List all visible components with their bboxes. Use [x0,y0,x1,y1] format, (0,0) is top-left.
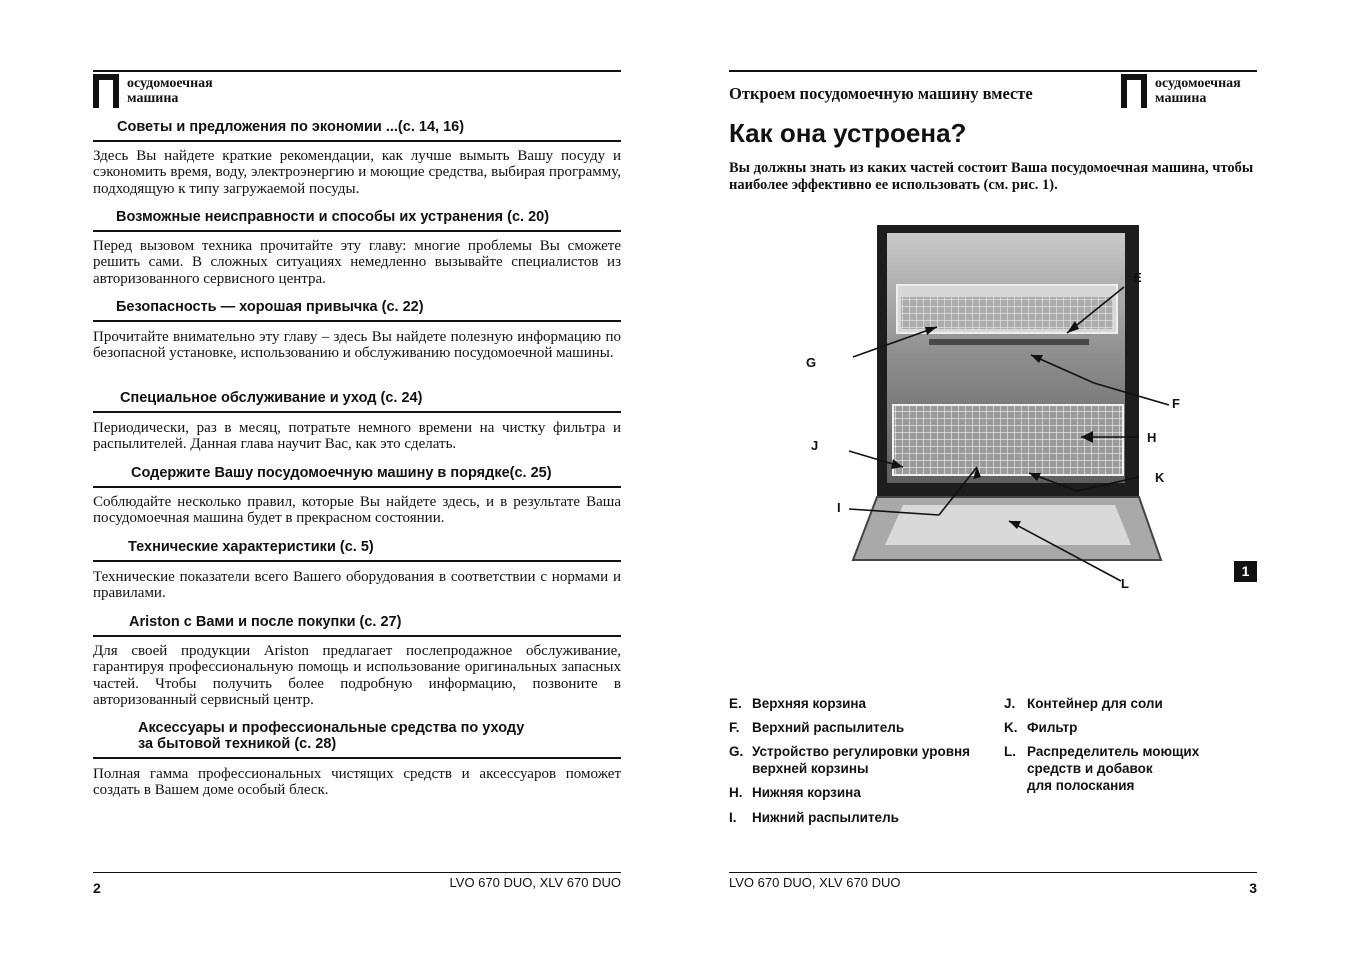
section-title: Технические характеристики (с. 5) [93,539,621,562]
label-f: F [1172,396,1180,411]
section-body: Для своей продукции Ariston предлагает послепродажное обслуживание, гарантируя профессиональную помощь и использование оригинальных запасных частей. Чтобы получить более подробную информацию, позвоните в авторизованный сервисный центр. [93,643,621,708]
logo-mark-icon [93,74,119,108]
left-logo-text: осудомоечная машина [127,76,213,106]
section-body: Соблюдайте несколько правил, которые Вы найдете здесь, и в результате Ваша посудомоечная машина будет в прекрасном состоянии. [93,494,621,527]
page-title: Как она устроена? [729,118,967,148]
page-number: 2 [93,880,101,896]
dishwasher-figure [806,215,1180,595]
logo-mark-icon [1121,74,1147,108]
left-header [93,70,621,108]
section-title: Ariston с Вами и после покупки (с. 27) [93,614,621,637]
model-name: LVO 670 DUO, XLV 670 DUO [449,875,621,890]
right-header [729,70,1257,108]
section-body: Перед вызовом техника прочитайте эту главу: многие проблемы Вы сможете решить сами. В сложных ситуациях немедленно вызывайте специалистов из авторизованного сервисного центра. [93,238,621,287]
footer-rule [93,872,621,873]
intro-text: Вы должны знать из каких частей состоит Ваша посудомоечная машина, чтобы наиболее эффективно ее использовать (см. рис. 1). [729,160,1254,193]
label-k: K [1155,470,1165,485]
section-body: Технические показатели всего Вашего оборудования в соответствии с нормами и правилами. [93,569,621,602]
figure-number-badge: 1 [1234,561,1257,582]
left-page [93,0,621,954]
section-title: Специальное обслуживание и уход (с. 24) [93,390,621,413]
label-e: E [1133,270,1142,285]
label-i: I [837,500,841,515]
right-logo-text: осудомоечная машина [1155,76,1241,106]
upper-spray-arm [929,339,1089,345]
section-title: Безопасность — хорошая привычка (с. 22) [93,299,621,322]
section-title: Аксессуары и профессиональные средства по уходу за бытовой техникой (с. 28) [93,720,621,759]
label-l: L [1121,576,1129,591]
section-title: Возможные неисправности и способы их устранения (с. 20) [93,209,621,232]
model-name: LVO 670 DUO, XLV 670 DUO [729,875,901,890]
label-j: J [811,438,819,453]
header-title: Откроем посудомоечную машину вместе [729,84,1033,103]
label-g: G [806,355,817,370]
section-body: Полная гамма профессиональных чистящих средств и аксессуаров поможет создать в Вашем доме особый блеск. [93,766,621,799]
label-h: H [1147,430,1157,445]
section-body: Прочитайте внимательно эту главу – здесь Вы найдете полезную информацию по безопасной установке, использованию и обслуживанию посудомоечной машины. [93,329,621,362]
footer-rule [729,872,1257,873]
right-page: Откроем посудомоечную машину вместе осудомоечная машина Как она устроена? Вы должны знать из каких частей состоит Ваша посудомоечная машина, чтобы наиболее эффективно ее использовать (см. рис. 1). E F G H I J K L 1 E. Верхняя корзина F. Верхний распылитель G. Устройство регулировки уровня верхней корзины H. Нижняя корзина I. Нижний распылитель J. Контейнер для соли K. Фильтр L. Распределитель моющих средств и добавок для полоскания LVO 670 DUO, XLV 670 DUO 3 [729,0,1257,954]
section-title: Содержите Вашу посудомоечную машину в порядке(с. 25) [93,465,621,488]
section-body: Периодически, раз в месяц, потратьте немного времени на чистку фильтра и распылителей. Данная глава научит Вас, как это сделать. [93,420,621,453]
page-number: 3 [1249,880,1257,896]
section-body: Здесь Вы найдете краткие рекомендации, как лучше вымыть Вашу посуду и сэкономить время, воду, электроэнергию и моющие средства, выбирая программу, подходящую к типу загружаемой посуды. [93,148,621,197]
section-title: Советы и предложения по экономии ...(с. 14, 16) [93,119,621,142]
